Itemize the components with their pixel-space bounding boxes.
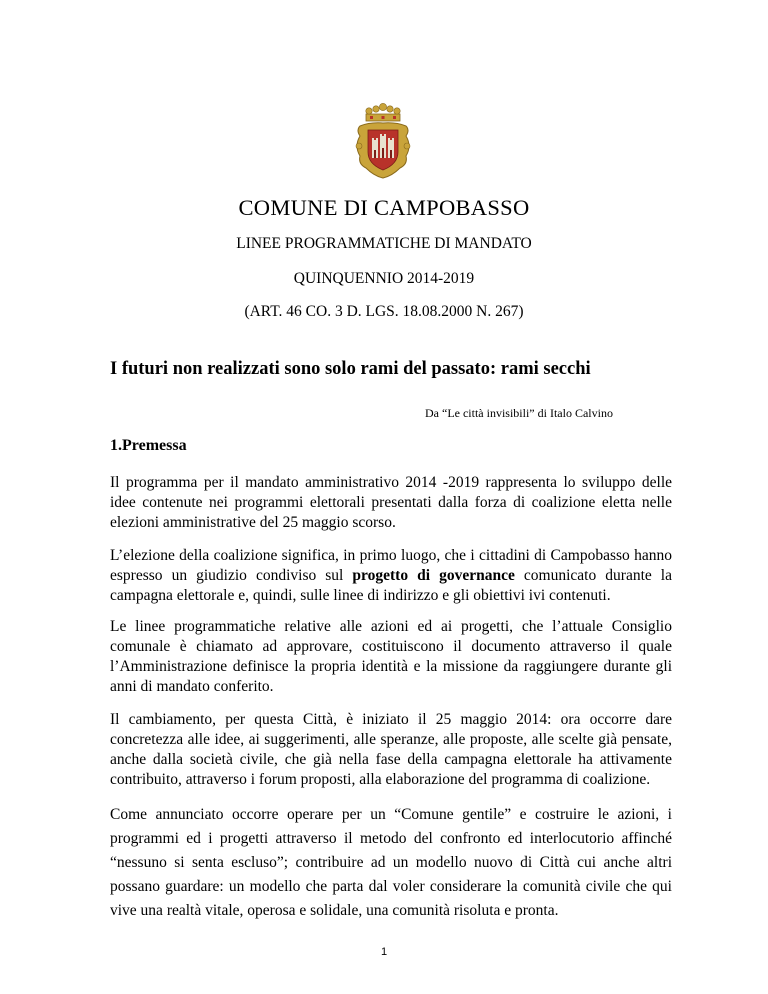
paragraph-1: Il programma per il mandato amministrativo 2014 -2019 rappresenta lo sviluppo delle idee contenute nei programmi elettorali presentati dalla forza di coalizione eletta nelle elezioni amministrative del 25 maggio scorso.: [110, 474, 672, 531]
document-subtitle-line-2: QUINQUENNIO 2014-2019: [293, 270, 475, 287]
paragraph-2-bold-term: progetto di governance: [352, 567, 515, 584]
paragraph-2-text-after: comunicato durante la campagna elettorale e, quindi, sulle linee di indirizzo e gli obiettivi ivi contenuti.: [110, 567, 672, 604]
coat-of-arms-icon: [352, 100, 414, 180]
epigraph-quote: I futuri non realizzati sono solo rami del passato: rami secchi: [110, 359, 591, 379]
paragraph-4: Il cambiamento, per questa Città, è iniziato il 25 maggio 2014: ora occorre dare concretezza alle idee, ai suggerimenti, alle speranze, alle proposte, alle scelte già pensate, anche dalla società civile, che già nella fase della campagna elettorale ha attivamente contribuito, attraverso i forum proposti, alla elaborazione del programma di coalizione.: [110, 711, 672, 788]
document-subtitle-line-3: (ART. 46 CO. 3 D. LGS. 18.08.2000 N. 267): [244, 303, 524, 320]
document-subtitle-line-1: LINEE PROGRAMMATICHE DI MANDATO: [236, 235, 532, 252]
paragraph-5: Come annunciato occorre operare per un “Comune gentile” e costruire le azioni, i programmi ed i progetti attraverso il metodo del confronto ed interlocutorio affinché “nessuno si senta escluso”; contribuire ad un modello nuovo di Città cui anche altri possano guardare: un modello che parta dal voler considerare la comunità civile che qui vive una realtà vitale, operosa e solidale, una comunità risoluta e pronta.: [110, 806, 672, 919]
paragraph-2-text-before: L’elezione della coalizione significa, in primo luogo, che i cittadini di Campobasso hanno espresso un giudizio condiviso sul: [110, 547, 672, 584]
paragraph-3: Le linee programmatiche relative alle azioni ed ai progetti, che l’attuale Consiglio comunale è chiamato ad approvare, costituiscono il documento attraverso il quale l’Amministrazione definisce la propria identità e la missione da raggiungere durante gli anni di mandato conferito.: [110, 618, 672, 695]
paragraph-2: [110, 546, 672, 606]
section-heading: 1.Premessa: [110, 437, 187, 454]
document-title: COMUNE DI CAMPOBASSO: [238, 195, 530, 220]
epigraph-attribution: Da “Le città invisibili” di Italo Calvino: [425, 406, 613, 420]
page-number: 1: [380, 946, 388, 958]
